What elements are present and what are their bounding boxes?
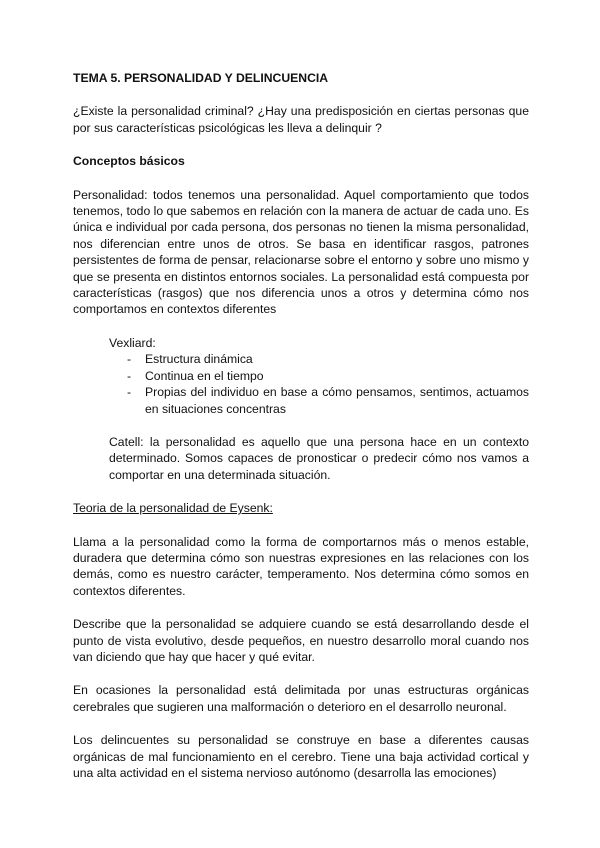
list-item (109, 384, 529, 417)
dash-bullet: - (127, 385, 132, 400)
eysenk-paragraph: Los delincuentes su personalidad se construye en base a diferentes causas orgánicas de mal funcionamiento en el cerebro. Tiene una baja actividad cortical y una alta actividad en el sistema nervioso autónomo (desarrolla las emociones) (73, 733, 529, 780)
list-item-text: Propias del individuo en base a cómo pensamos, sentimos, actuamos en situaciones concentras (145, 385, 529, 416)
section-heading-eysenk: Teoria de la personalidad de Eysenk: (73, 501, 273, 516)
list-item (109, 368, 529, 384)
eysenk-paragraph: Describe que la personalidad se adquiere cuando se está desarrollando desde el punto de vista evolutivo, desde pequeños, en nuestro desarrollo moral cuando nos van diciendo que hay que hacer y qué evitar. (73, 617, 529, 664)
personality-paragraph: Personalidad: todos tenemos una personalidad. Aquel comportamiento que todos tenemos, todo lo que sabemos en relación con la manera de actuar de cada uno. Es única e individual por cada persona, dos personas no tienen la misma personalidad, nos diferencian entre unos de otros. Se basa en identificar rasgos, patrones persistentes de forma de pensar, relacionarse sobre el entorno y sobre uno mismo y que se presenta en distintos entornos sociales. La personalidad está compuesta por características (rasgos) que nos diferencia unos a otros y determina cómo nos comportamos en contextos diferentes (73, 187, 529, 317)
vexliard-block (109, 335, 529, 483)
section-heading-basic-concepts: Conceptos básicos (73, 154, 185, 169)
vexliard-list (109, 351, 529, 417)
eysenk-paragraph: En ocasiones la personalidad está delimitada por unas estructuras orgánicas cerebrales que sugieren una malformación o deterioro en el desarrollo neuronal. (73, 683, 529, 714)
vexliard-label: Vexliard: (109, 335, 156, 350)
dash-bullet: - (127, 352, 132, 367)
list-item (109, 351, 529, 367)
list-item-text: Estructura dinámica (145, 352, 253, 367)
intro-paragraph: ¿Existe la personalidad criminal? ¿Hay una predisposición en ciertas personas que por sus características psicológicas les lleva a delinquir ? (73, 104, 529, 135)
document-page (73, 70, 529, 798)
eysenk-paragraph: Llama a la personalidad como la forma de comportarnos más o menos estable, duradera que determina cómo son nuestras expresiones en las relaciones con los demás, como es nuestro carácter, temperamento. Nos determina cómo somos en contextos diferentes. (73, 534, 529, 598)
document-title: TEMA 5. PERSONALIDAD Y DELINCUENCIA (73, 71, 329, 85)
dash-bullet: - (127, 368, 132, 383)
catell-paragraph: Catell: la personalidad es aquello que una persona hace en un contexto determinado. Somos capaces de pronosticar o predecir cómo nos vamos a comportar en una determinada situación. (109, 434, 529, 482)
list-item-text: Continua en el tiempo (145, 368, 264, 383)
